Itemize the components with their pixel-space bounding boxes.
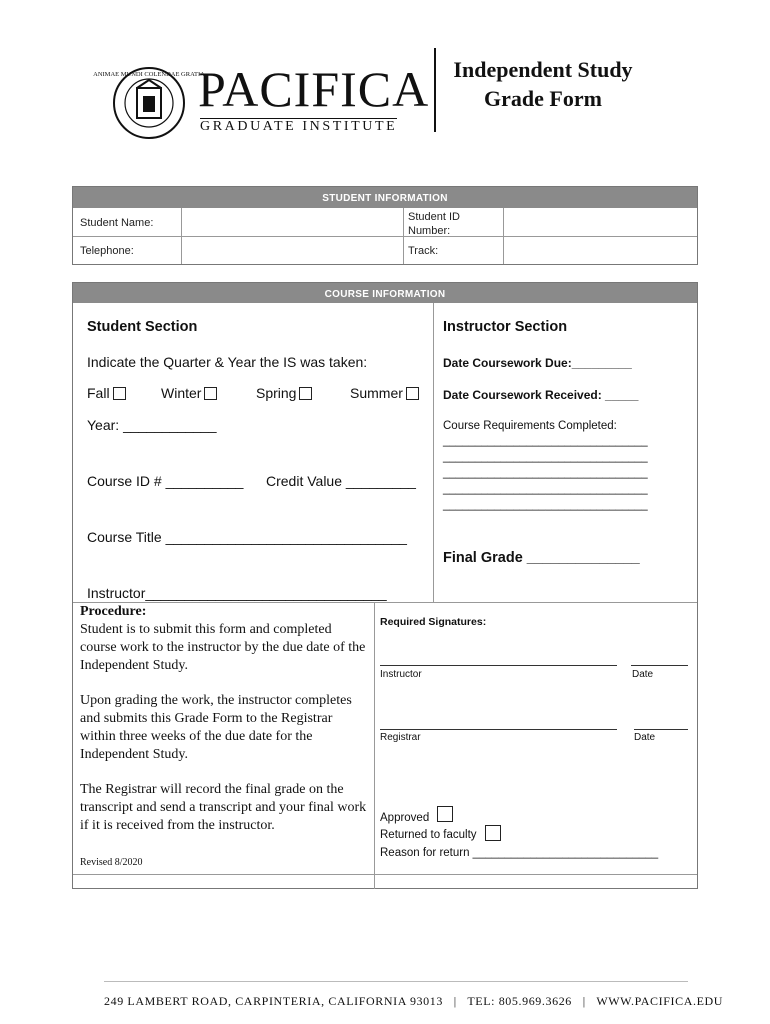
requirements-line[interactable]: ________________________________ [443,499,648,511]
student-id-field[interactable] [504,208,697,236]
summer-checkbox[interactable] [406,387,419,400]
registrar-signature-label: Registrar [380,732,421,743]
footer-contact [104,994,724,1009]
student-name-field[interactable] [182,208,402,236]
quarter-spring[interactable] [256,385,312,401]
requirements-line[interactable]: ________________________________ [443,483,648,495]
instructor-signature-label: Instructor [380,669,422,680]
quarter-prompt: Indicate the Quarter & Year the IS was taken: [87,354,368,370]
institute-seal-icon [93,66,205,140]
student-info-table [72,186,698,265]
student-id-label: Student ID Number: [408,211,460,237]
header-divider [434,48,436,132]
instructor-date-label: Date [632,669,654,680]
track-field[interactable] [504,237,697,264]
footer-website[interactable]: WWW.PACIFICA.EDU [596,994,724,1008]
seal-text: ANIMAE MUNDI COLENDAE GRATIA [93,71,205,78]
coursework-received-field[interactable]: Date Coursework Received: _____ [443,388,639,402]
quarter-winter[interactable] [161,385,217,401]
requirements-line[interactable]: ________________________________ [443,451,648,463]
track-label: Track: [408,245,439,257]
registrar-date-line[interactable] [634,729,688,730]
requirements-label: Course Requirements Completed: [443,420,617,432]
course-title-field[interactable]: Course Title _______________________________ [87,529,407,545]
approved-checkbox[interactable] [437,806,453,822]
registrar-signature-line[interactable] [380,729,617,730]
approved-option[interactable] [380,806,453,824]
quarter-fall[interactable] [87,385,126,401]
instructor-date-line[interactable] [631,665,688,666]
requirements-line[interactable]: ________________________________ [443,435,648,447]
quarter-spring-label: Spring [256,385,297,401]
quarter-winter-label: Winter [161,385,202,401]
telephone-field[interactable] [182,237,402,264]
footer-divider [104,981,688,982]
instructor-field[interactable]: Instructor_______________________________ [87,585,387,601]
approved-label: Approved [380,812,430,824]
quarter-summer-label: Summer [350,385,403,401]
instructor-section-heading: Instructor Section [443,319,568,335]
year-field[interactable]: Year: ____________ [87,417,217,433]
procedure-paragraph: The Registrar will record the final grade on the transcript and send a transcript and your final work if it is received from the instructor. [80,782,367,833]
student-section-heading: Student Section [87,319,198,335]
logo-subtitle: GRADUATE INSTITUTE [200,119,398,134]
quarter-fall-label: Fall [87,385,110,401]
final-grade-field[interactable]: Final Grade ______________ [443,550,640,566]
col-divider [403,208,404,264]
procedure-paragraph: Student is to submit this form and completed course work to the instructor by the due date of the Independent Study. [80,622,366,673]
telephone-label: Telephone: [80,245,134,257]
registrar-date-label: Date [634,732,656,743]
student-name-label: Student Name: [80,217,154,229]
course-id-field[interactable]: Course ID # __________ [87,473,244,489]
section-divider [433,303,434,602]
course-info-header: COURSE INFORMATION [73,283,697,303]
coursework-due-field[interactable]: Date Coursework Due:_________ [443,356,632,370]
form-title-line1: Independent Study [453,57,633,82]
fall-checkbox[interactable] [113,387,126,400]
returned-checkbox[interactable] [485,825,501,841]
spring-checkbox[interactable] [299,387,312,400]
returned-label: Returned to faculty [380,829,477,841]
footer-separator: | [582,994,586,1008]
returned-option[interactable] [380,825,501,841]
footer-phone: TEL: 805.969.3626 [467,994,572,1008]
requirements-line[interactable]: ________________________________ [443,467,648,479]
form-title-line2: Grade Form [484,86,602,111]
signatures-heading: Required Signatures: [380,616,487,628]
section-divider [374,602,375,889]
revised-date: Revised 8/2020 [80,857,143,868]
footer-address: 249 LAMBERT ROAD, CARPINTERIA, CALIFORNIA 93013 [104,994,443,1008]
instructor-signature-line[interactable] [380,665,617,666]
credit-value-field[interactable]: Credit Value _________ [266,473,416,489]
logo-wordmark: PACIFICA [198,61,430,117]
procedure-heading: Procedure: [80,604,147,619]
quarter-summer[interactable] [350,385,419,401]
procedure-block [80,603,370,835]
reason-for-return-field[interactable]: Reason for return _____________________________ [380,847,659,859]
procedure-paragraph: Upon grading the work, the instructor completes and submits this Grade Form to the Registrar within three weeks of the due date for the Independent Study. [80,693,352,762]
form-title [448,55,638,113]
bottom-divider [73,874,697,875]
footer-separator: | [453,994,457,1008]
winter-checkbox[interactable] [204,387,217,400]
student-info-header: STUDENT INFORMATION [73,187,697,208]
